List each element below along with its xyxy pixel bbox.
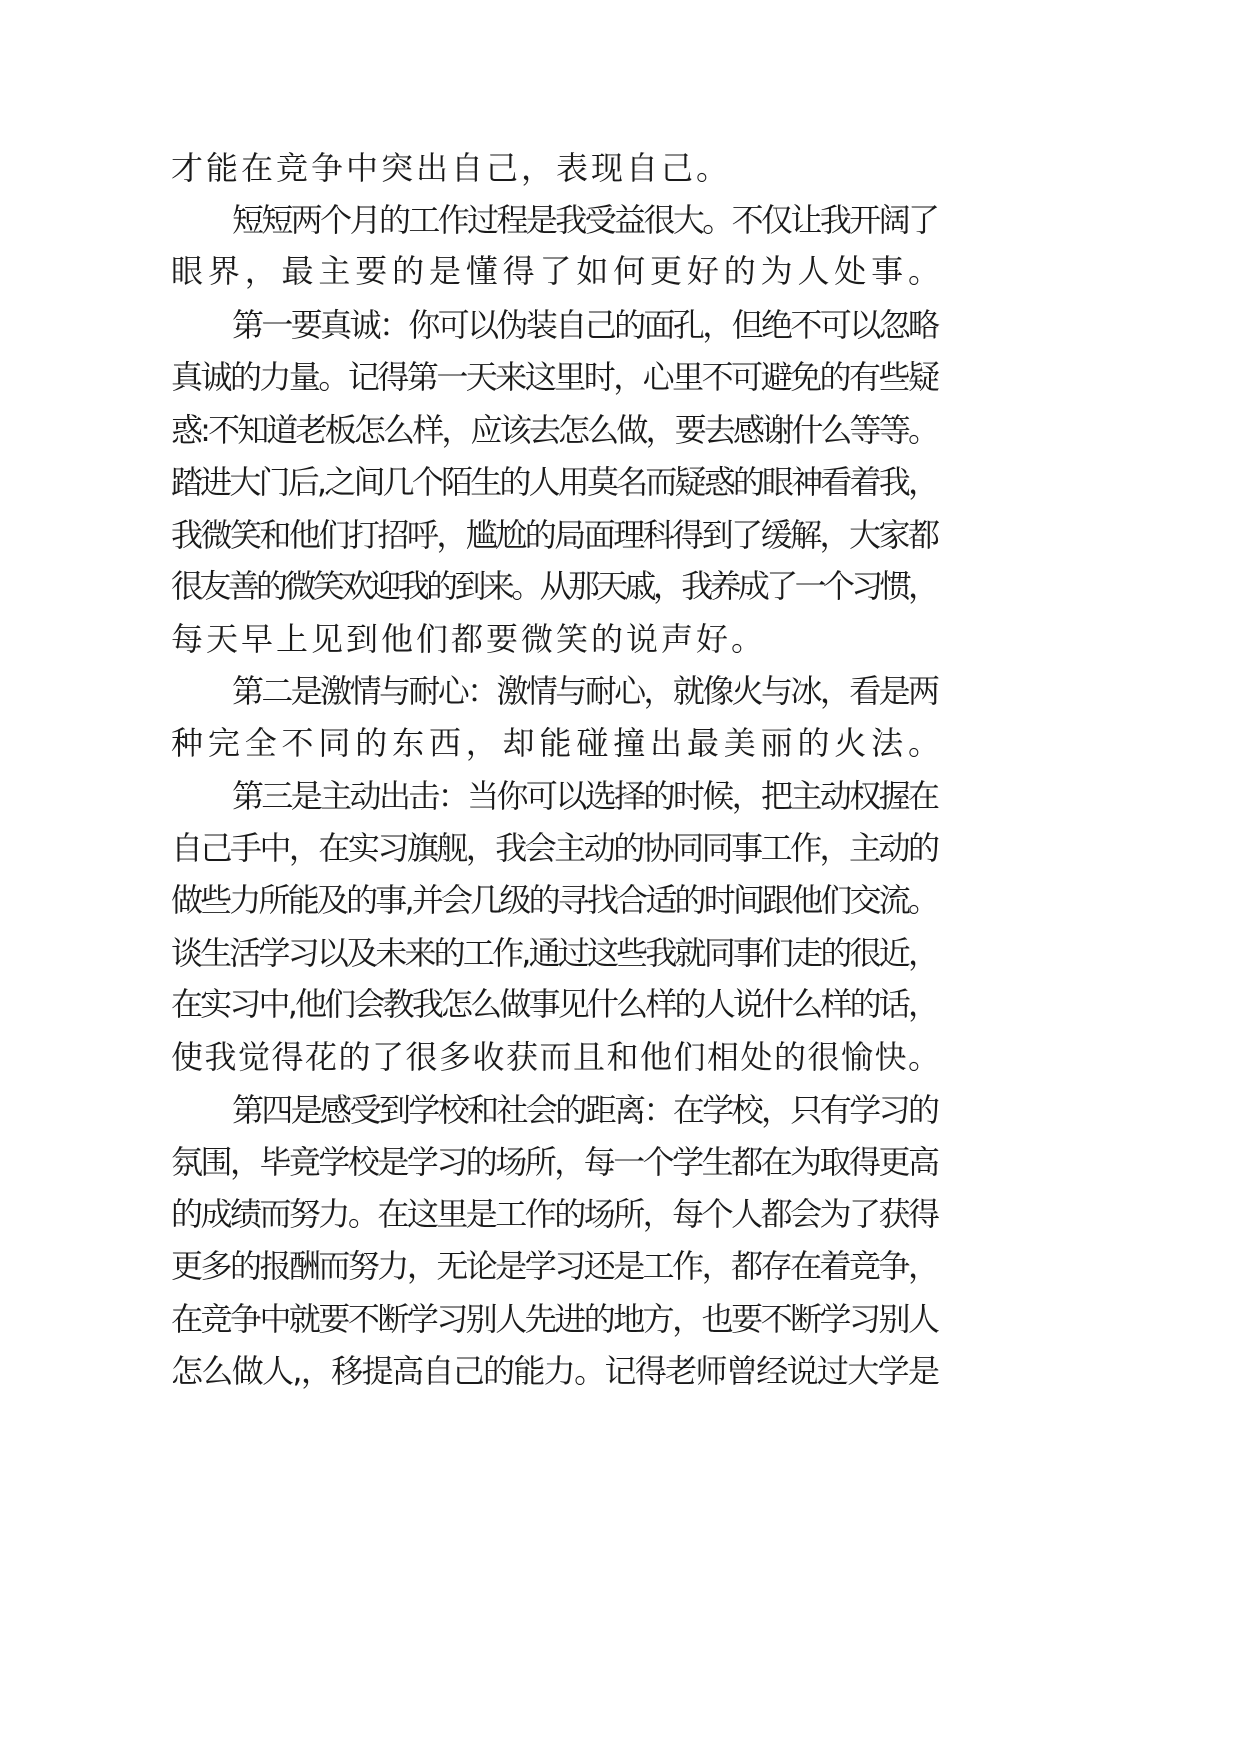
text-line-content: 的成绩而努力。在这里是工作的场所，每个人都会为了获得 (171, 1195, 938, 1233)
text-line-content: 第二是激情与耐心：激情与耐心，就像火与冰，看是两 (232, 672, 938, 710)
text-line (0, 556, 1241, 616)
text-line-content: 在竞争中就要不断学习别人先进的地方，也要不断学习别人 (171, 1300, 938, 1338)
text-line (0, 1236, 1241, 1296)
text-line-content: 使我觉得花的了很多收获而且和他们相处的很愉快。 (171, 1038, 942, 1076)
text-line (0, 818, 1241, 878)
text-line (0, 870, 1241, 930)
text-line-content: 第四是感受到学校和社会的距离：在学校，只有学习的 (232, 1091, 938, 1129)
text-line-content: 氛围，毕竟学校是学习的场所，每一个学生都在为取得更高 (171, 1143, 938, 1181)
text-line-content: 第三是主动出击：当你可以选择的时候，把主动权握在 (232, 777, 938, 815)
text-line (0, 347, 1241, 407)
text-line-content: 眼界，最主要的是懂得了如何更好的为人处事。 (171, 252, 945, 290)
text-line-content: 短短两个月的工作过程是我受益很大。不仅让我开阔了 (232, 201, 938, 239)
text-line-content: 在实习中,他们会教我怎么做事见什么样的人说什么样的话， (171, 985, 938, 1023)
text-line-content: 很友善的微笑欢迎我的到来。从那天戚，我养成了一个习惯， (171, 567, 937, 605)
text-line (0, 452, 1241, 512)
text-line-content: 惑:不知道老板怎么样，应该去怎么做，要去感谢什么等等。 (171, 411, 938, 449)
text-line (0, 1080, 1241, 1140)
text-line (0, 609, 1241, 669)
text-line-content: 自己手中，在实习旗舰，我会主动的协同同事工作，主动的 (171, 829, 938, 867)
text-line-content: 踏进大门后,之间几个陌生的人用莫名而疑惑的眼神看着我， (171, 463, 938, 501)
text-line-content: 怎么做人,，移提高自己的能力。记得老师曾经说过大学是 (171, 1352, 939, 1390)
text-line (0, 1027, 1241, 1087)
text-line (0, 400, 1241, 460)
text-line (0, 1184, 1241, 1244)
text-line (0, 1132, 1241, 1192)
text-line (0, 1289, 1241, 1349)
text-line-content: 第一要真诚：你可以伪装自己的面孔，但绝不可以忽略 (232, 306, 938, 344)
text-line-content: 每天早上见到他们都要微笑的说声好。 (171, 620, 767, 658)
text-line-content: 我微笑和他们打招呼，尴尬的局面理科得到了缓解，大家都 (171, 516, 938, 554)
text-line (0, 661, 1241, 721)
text-line-content: 种完全不同的东西，却能碰撞出最美丽的火法。 (171, 724, 945, 762)
text-line (0, 241, 1241, 301)
text-line-content: 才能在竞争中突出自己，表现自己。 (171, 149, 732, 187)
text-line (0, 138, 1241, 198)
text-line (0, 295, 1241, 355)
text-line-content: 更多的报酬而努力，无论是学习还是工作，都存在着竞争， (171, 1247, 938, 1285)
text-line-content: 做些力所能及的事,并会几级的寻找合适的时间跟他们交流。 (171, 881, 938, 919)
text-line (0, 713, 1241, 773)
text-line-content: 谈生活学习以及未来的工作,通过这些我就同事们走的很近， (171, 934, 938, 972)
text-line (0, 974, 1241, 1034)
text-line (0, 1341, 1241, 1401)
text-line (0, 766, 1241, 826)
text-line-content: 真诚的力量。记得第一天来这里时，心里不可避免的有些疑 (171, 358, 938, 396)
